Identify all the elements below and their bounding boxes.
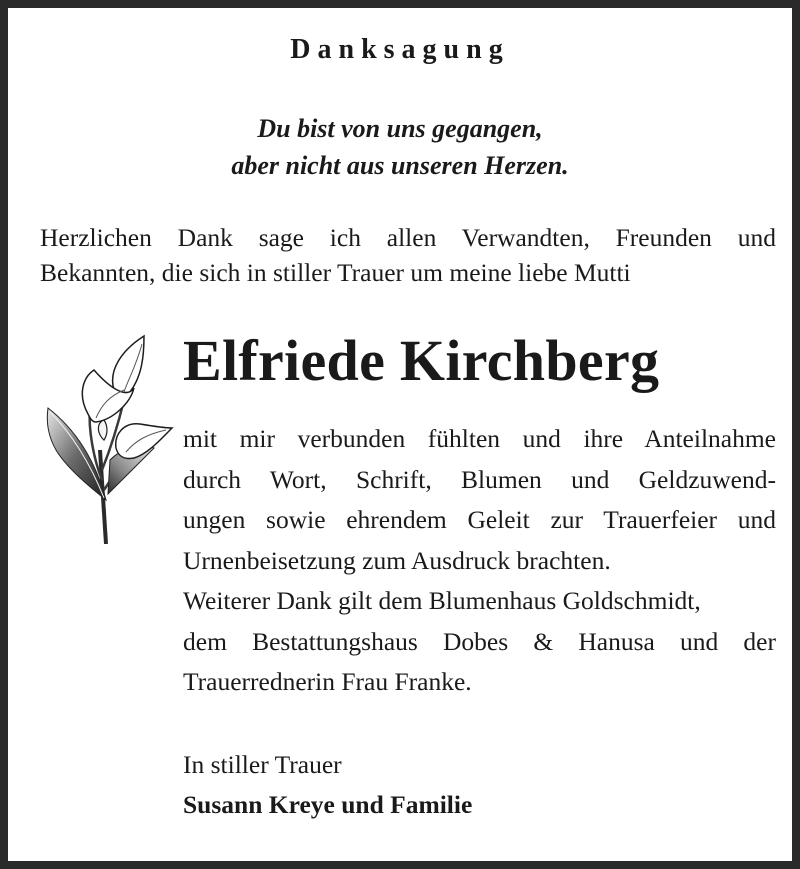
body-line: durch Wort, Schrift, Blumen und Geldzuwend- (183, 464, 776, 494)
intro-paragraph (40, 220, 776, 290)
closing-block (183, 745, 472, 825)
body-line: mit mir verbunden fühlten und ihre Anteilnahme (183, 424, 776, 453)
motto (8, 110, 792, 184)
body-line: Urnenbeisetzung zum Ausdruck brachten. (183, 545, 611, 575)
notice-heading: Danksagung (290, 34, 510, 65)
thanks-paragraph (183, 419, 776, 703)
body-line: Trauerrednerin Frau Franke. (183, 667, 472, 696)
intro-line: Herzlichen Dank sage ich allen Verwandten, Freunden und (40, 223, 776, 252)
intro-line: Bekannten, die sich in stiller Trauer um meine liebe Mutti (40, 258, 631, 287)
body-line: Weiterer Dank gilt dem Blumenhaus Goldschmidt, (183, 586, 701, 615)
deceased-name: Elfriede Kirchberg (183, 328, 660, 393)
body-line: dem Bestattungshaus Dobes & Hanusa und der (183, 626, 776, 656)
calla-lily-icon (44, 330, 176, 544)
body-line: ungen sowie ehrendem Geleit zur Trauerfeier und (183, 505, 776, 534)
closing-text: In stiller Trauer (183, 750, 342, 779)
signature: Susann Kreye und Familie (183, 790, 473, 819)
motto-line: aber nicht aus unseren Herzen. (231, 151, 569, 180)
motto-line: Du bist von uns gegangen, (257, 114, 543, 143)
